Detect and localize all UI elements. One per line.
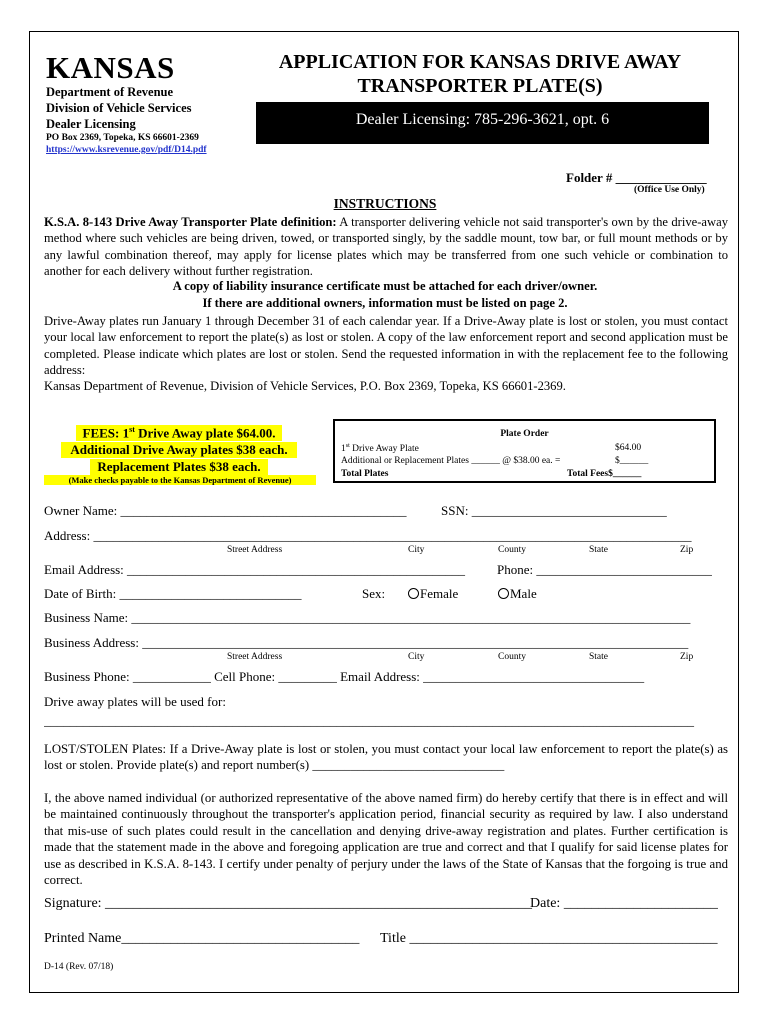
baddr-sub-state: State	[589, 652, 608, 662]
mailing-address: PO Box 2369, Topeka, KS 66601-2369	[46, 133, 199, 143]
dept-line-3: Dealer Licensing	[46, 117, 136, 131]
form-page	[29, 31, 739, 993]
used-for-label: Drive away plates will be used for:	[44, 694, 226, 709]
plates-paragraph: Drive-Away plates run January 1 through December 31 of each calendar year. If a Drive-Away plate is lost or stolen, you must contact your local law enforcement to report the plate(s) as lost or stolen. A copy of the law enforcement report and second application must be completed. Please indicate which plates are lost or stolen. Send the requested information in with the replacement fee to the following address:	[44, 314, 728, 378]
sex-label: Sex:	[362, 586, 386, 601]
insurance-note: A copy of liability insurance certificate must be attached for each driver/owner.	[172, 279, 598, 293]
first-plate-label: 1st Drive Away Plate	[341, 443, 419, 455]
date-field[interactable]: Date: ______________________	[530, 896, 718, 911]
total-fees-field[interactable]: Total Fees$______	[567, 469, 642, 479]
female-option[interactable]: Female	[408, 586, 458, 602]
first-plate-value: $64.00	[615, 443, 642, 453]
business-name-field[interactable]: Business Name: ______________________________________________________________________________________	[44, 610, 691, 625]
phone-field[interactable]: Phone: ___________________________	[497, 562, 712, 577]
male-option[interactable]: Male	[498, 586, 537, 602]
addr-sub-county: County	[498, 545, 526, 555]
male-radio-icon[interactable]	[498, 588, 509, 599]
mail-address: Kansas Department of Revenue, Division of Vehicle Services, P.O. Box 2369, Topeka, KS 66601-2369.	[44, 379, 566, 393]
plate-order-box	[333, 419, 716, 483]
form-title: APPLICATION FOR KANSAS DRIVE AWAY TRANSPORTER PLATE(S)	[278, 51, 682, 97]
additional-owners-note: If there are additional owners, information must be listed on page 2.	[202, 296, 568, 310]
addr-sub-state: State	[589, 545, 608, 555]
addr-sub-street: Street Address	[227, 545, 283, 555]
addr-sub-zip: Zip	[680, 545, 694, 555]
fees-line-2: Additional Drive Away plates $38 each.	[61, 442, 297, 458]
certification-paragraph: I, the above named individual (or authorized representative of the above named firm) do hereby certify that there is in effect and will be maintained continuously throughout the transporter's application period, financial security as required by law. I also understand that mis-use of such plates could result in the cancellation and denying drive-away registration and plates. Further certification is made that the statement made in the above and foregoing application are true and correct and that I qualify for said license plates for use as described in K.S.A. 8-143. I certify under penalty of perjury under the laws of the State of Kansas that the forgoing is true and correct.	[44, 791, 728, 888]
instructions-title: INSTRUCTIONS	[333, 196, 437, 211]
state-heading: KANSAS	[46, 50, 175, 85]
folder-number-field[interactable]: Folder # ______________	[566, 170, 707, 185]
printed-name-field[interactable]: Printed Name__________________________________	[44, 931, 360, 946]
title-field[interactable]: Title ____________________________________________	[380, 931, 718, 946]
additional-plates-total[interactable]: $______	[615, 456, 649, 466]
lost-stolen-paragraph: LOST/STOLEN Plates: If a Drive-Away plate is lost or stolen, you must contact your local law enforcement to report the plate(s) as lost or stolen. Provide plate(s) and report number(s) ______________________________	[44, 742, 728, 773]
ssn-field[interactable]: SSN: ______________________________	[441, 503, 667, 518]
definition-paragraph	[44, 214, 728, 280]
phone-banner: Dealer Licensing: 785-296-3621, opt. 6	[256, 102, 709, 144]
female-radio-icon[interactable]	[408, 588, 419, 599]
fees-payable-note: (Make checks payable to the Kansas Department of Revenue)	[44, 475, 316, 485]
fees-line-1: FEES: 1st Drive Away plate $64.00.	[76, 425, 282, 441]
signature-field[interactable]: Signature: _____________________________________________________________	[44, 896, 533, 911]
dept-line-2: Division of Vehicle Services	[46, 101, 192, 115]
additional-plates-field[interactable]: Additional or Replacement Plates ______ @ $38.00 ea. =	[341, 456, 561, 466]
total-plates-label: Total Plates	[341, 469, 389, 479]
form-url-link[interactable]: https://www.ksrevenue.gov/pdf/D14.pdf	[46, 145, 207, 155]
fees-block	[44, 421, 314, 489]
baddr-sub-city: City	[408, 652, 425, 662]
form-id: D-14 (Rev. 07/18)	[44, 962, 114, 972]
definition-text: A transporter delivering vehicle not said transporter's own by the drive-away method where such vehicles are being driven, towed, or transported singly, by the saddle mount, tow bar, or full mount methods or by any lawful combination thereof, may apply for license plates which may be transferred from one such vehicle or combination to another for each delivery without further registration.	[44, 215, 728, 279]
addr-sub-city: City	[408, 545, 425, 555]
plate-order-title: Plate Order	[500, 429, 549, 439]
baddr-sub-zip: Zip	[680, 652, 694, 662]
fees-line-3: Replacement Plates $38 each.	[90, 459, 268, 475]
baddr-sub-county: County	[498, 652, 526, 662]
definition-heading: K.S.A. 8-143 Drive Away Transporter Plate definition:	[44, 215, 337, 229]
office-use-note: (Office Use Only)	[634, 185, 705, 195]
dob-field[interactable]: Date of Birth: ____________________________	[44, 586, 302, 601]
business-phone-field[interactable]: Business Phone: ____________ Cell Phone: _________ Email Address: __________________________________	[44, 669, 645, 684]
address-field[interactable]: Address: ____________________________________________________________________________________________	[44, 528, 692, 543]
owner-name-field[interactable]: Owner Name: ____________________________________________	[44, 503, 407, 518]
baddr-sub-street: Street Address	[227, 652, 283, 662]
email-field[interactable]: Email Address: ____________________________________________________	[44, 562, 466, 577]
used-for-field[interactable]: ____________________________________________________________________________________________________	[44, 713, 694, 728]
business-address-field[interactable]: Business Address: ____________________________________________________________________________________	[44, 635, 689, 650]
dept-line-1: Department of Revenue	[46, 85, 174, 99]
